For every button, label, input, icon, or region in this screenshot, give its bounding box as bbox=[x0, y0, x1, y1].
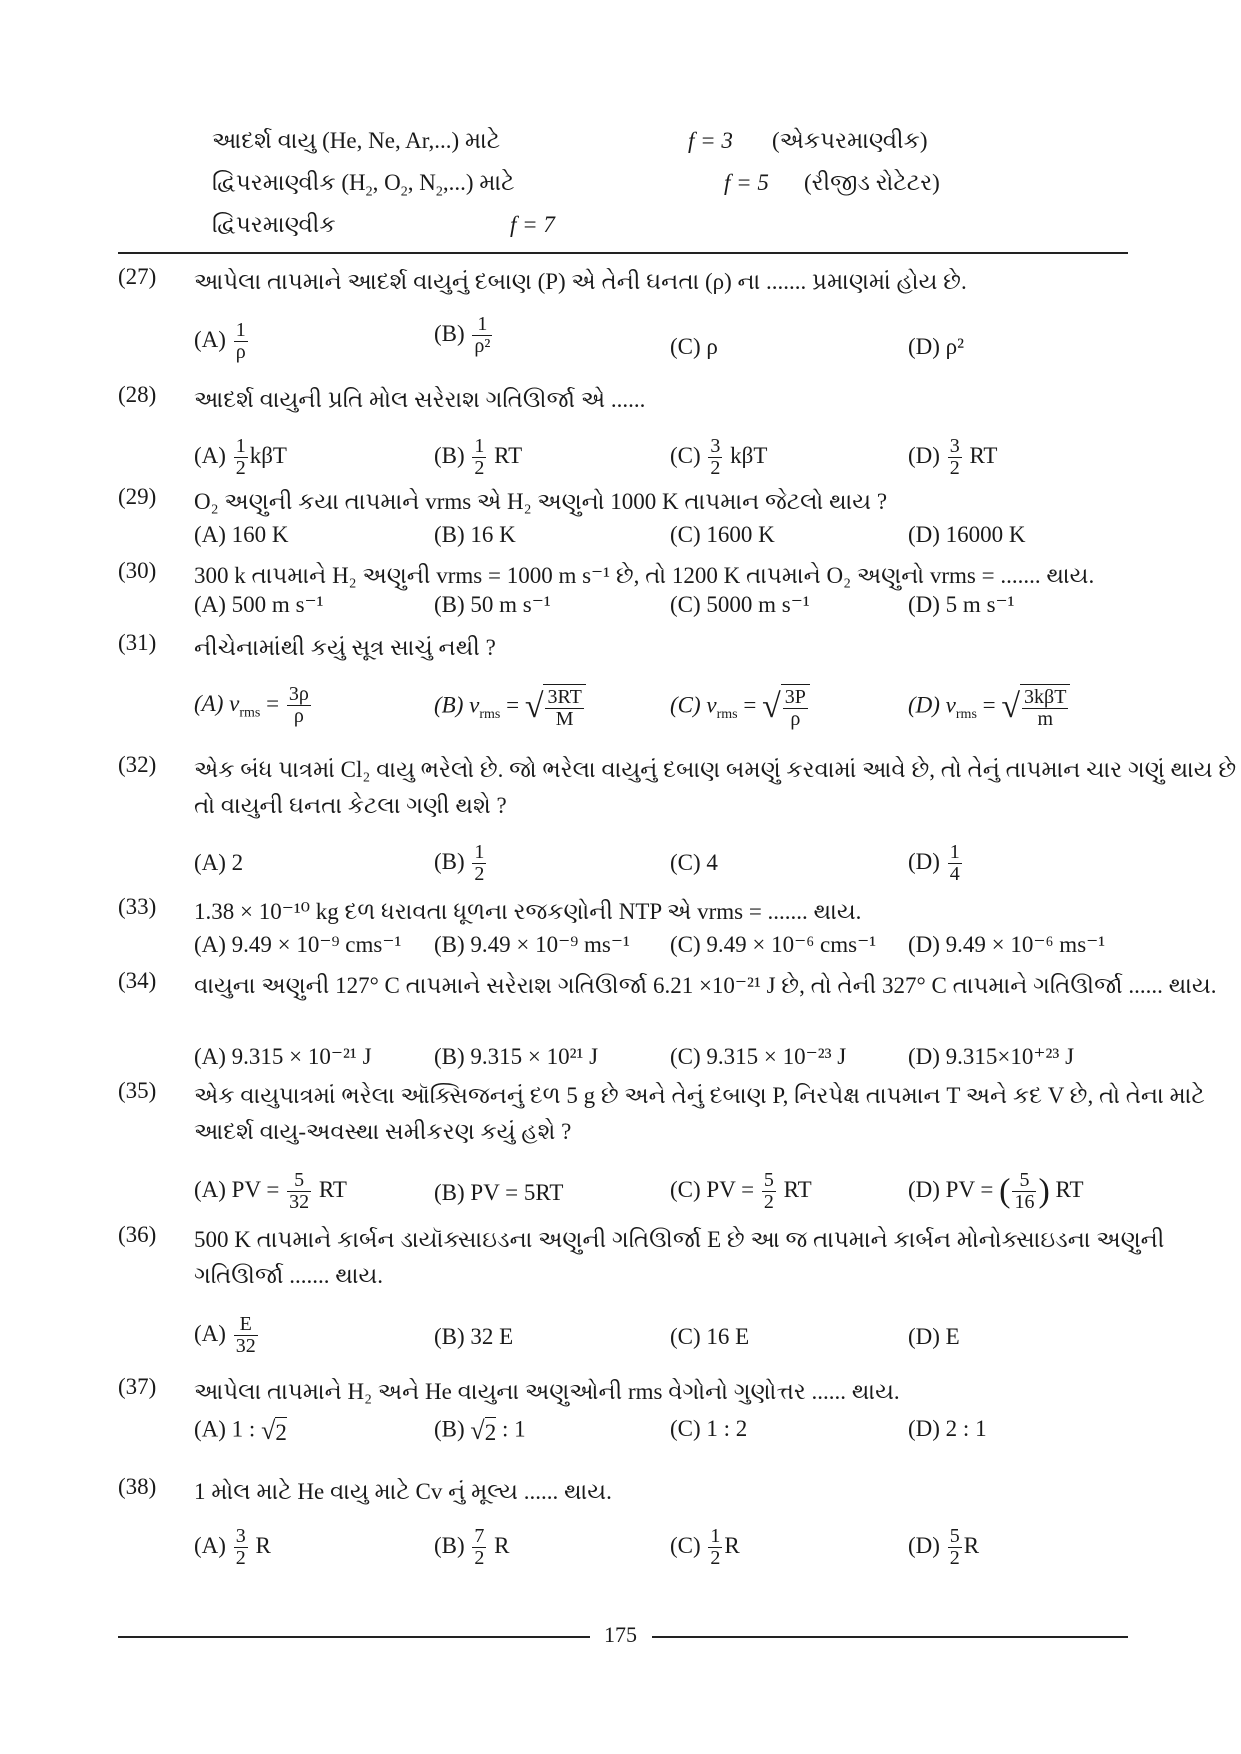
denominator: 2 bbox=[949, 457, 960, 479]
question-text: આપેલા તાપમાને આદર્શ વાયુનું દબાણ (P) એ તેની ઘનતા (ρ) ના ....... પ્રમાણમાં હોય છે. bbox=[194, 269, 967, 294]
question-text: એક વાયુપાત્રમાં ભરેલા ઑક્સિજનનું દળ 5 g છે અને તેનું દબાણ P, નિરપેક્ષ તાપમાન T અને કદ V છે, તો તેના માટે આદર્શ વાયુ-અવસ્થા સમીકરણ કયું હશે ? bbox=[194, 1083, 1205, 1144]
option-c: (C) 9.315 × 10⁻²³ J bbox=[670, 1044, 847, 1069]
question-number: (36) bbox=[118, 1222, 157, 1247]
right-paren: ) bbox=[1038, 1172, 1050, 1210]
intro-line2-sub3: 2 bbox=[435, 184, 443, 200]
option-a bbox=[194, 1526, 271, 1569]
fraction bbox=[1012, 1170, 1036, 1213]
numerator: 7 bbox=[474, 1525, 485, 1547]
fraction bbox=[948, 1526, 962, 1569]
denominator: ρ bbox=[235, 341, 246, 363]
option-c bbox=[670, 1526, 740, 1569]
fraction bbox=[472, 314, 492, 357]
option-b bbox=[434, 1526, 510, 1569]
intro-line2-sub2: 2 bbox=[400, 184, 408, 200]
intro-line2-a: દ્વિપરમાણ્વીક (H bbox=[212, 170, 366, 195]
option-c bbox=[670, 684, 810, 730]
numerator: 1 bbox=[235, 319, 246, 341]
option-c bbox=[670, 1170, 812, 1213]
numerator: 1 bbox=[472, 314, 492, 336]
question-number: (32) bbox=[118, 752, 157, 777]
option-label: (A) bbox=[194, 442, 226, 468]
question-text: O₂ અણુની કયા તાપમાને vrms એ H₂ અણુનો 1000 K તાપમાન જેટલો થાય ? bbox=[194, 489, 888, 514]
option-b bbox=[434, 842, 488, 885]
top-divider bbox=[118, 252, 1128, 254]
fraction bbox=[472, 842, 486, 885]
numerator: 3P bbox=[784, 686, 806, 708]
intro-line2-d: ,...) માટે bbox=[442, 170, 515, 195]
radical-icon: √ bbox=[261, 1416, 276, 1445]
fraction bbox=[545, 687, 583, 730]
intro-line2-b: , O bbox=[372, 170, 401, 195]
square-root bbox=[261, 1416, 287, 1446]
rms-subscript: rms bbox=[716, 706, 738, 722]
options bbox=[194, 314, 1154, 374]
denominator: 4 bbox=[949, 863, 960, 885]
option-b bbox=[434, 436, 522, 479]
option-label: (A) bbox=[194, 326, 226, 352]
option-a bbox=[194, 436, 287, 479]
fraction bbox=[287, 1170, 311, 1213]
fraction bbox=[472, 436, 486, 479]
option-label: (C) PV = bbox=[670, 1176, 755, 1202]
intro-line-1 bbox=[212, 120, 928, 162]
question-text: એક બંધ પાત્રમાં Cl₂ વાયુ ભરેલો છે. જો ભરેલા વાયુનું દબાણ બમણું કરવામાં આવે છે, તો તેનું તાપમાન ચાર ગણું થાય છે તો વાયુની ઘનતા કેટલા ગણી થશે ? bbox=[194, 757, 1237, 818]
equals: = bbox=[982, 692, 996, 718]
square-root bbox=[525, 684, 586, 730]
option-b: (B) PV = 5RT bbox=[434, 1180, 564, 1205]
option-d bbox=[908, 436, 997, 479]
question-text: 1.38 × 10⁻¹⁰ kg દળ ધરાવતા ધૂળના રજકણોની NTP એ vrms = ....... થાય. bbox=[194, 899, 862, 924]
option-a: (A) 160 K bbox=[194, 522, 289, 547]
radical-icon: √ bbox=[1001, 688, 1021, 725]
ratio-tail: : 1 bbox=[501, 1416, 526, 1442]
fraction bbox=[948, 842, 962, 885]
option-label: (D) bbox=[908, 442, 940, 468]
denominator: 2 bbox=[235, 457, 246, 479]
radical-icon: √ bbox=[524, 688, 544, 725]
fraction bbox=[234, 1526, 248, 1569]
option-label: (B) bbox=[434, 848, 465, 874]
option-a: (A) 9.315 × 10⁻²¹ J bbox=[194, 1044, 372, 1069]
rt: RT bbox=[1055, 1176, 1084, 1202]
option-label: (C) v bbox=[670, 692, 717, 718]
option-d bbox=[908, 684, 1070, 730]
numerator: 3 bbox=[235, 1525, 246, 1547]
intro-line3-eq: f = 7 bbox=[510, 212, 555, 237]
option-c: (C) 16 E bbox=[670, 1324, 750, 1349]
option-d bbox=[908, 1526, 979, 1569]
denominator: 2 bbox=[474, 1547, 485, 1569]
option-a: (A) 2 bbox=[194, 850, 244, 875]
denominator: 32 bbox=[235, 1335, 256, 1357]
question-number: (34) bbox=[118, 968, 157, 993]
rt: RT bbox=[494, 442, 523, 468]
options bbox=[194, 684, 1154, 744]
numerator: 5 bbox=[949, 1525, 960, 1547]
numerator: 3RT bbox=[547, 686, 582, 708]
numerator: 3 bbox=[710, 435, 721, 457]
option-label: (A) PV = bbox=[194, 1176, 280, 1202]
option-label: (A) 1 : bbox=[194, 1416, 256, 1442]
option-label: (A) bbox=[194, 1320, 226, 1346]
option-label: (C) bbox=[670, 1532, 701, 1558]
intro-line2-note: (રીજીડ રોટેટર) bbox=[804, 170, 940, 195]
intro-line2-eq: f = 5 bbox=[724, 170, 769, 195]
option-label: (A) v bbox=[194, 690, 240, 716]
option-a bbox=[194, 320, 250, 363]
denominator: 2 bbox=[710, 1547, 721, 1569]
option-b bbox=[434, 1416, 526, 1446]
intro-block bbox=[212, 120, 940, 246]
option-b: (B) 9.315 × 10²¹ J bbox=[434, 1044, 599, 1069]
option-c: (C) 1600 K bbox=[670, 522, 775, 547]
numerator: 3kβT bbox=[1024, 686, 1067, 708]
options bbox=[194, 1416, 1154, 1476]
radicand: 2 bbox=[485, 1417, 497, 1446]
option-b bbox=[434, 684, 586, 730]
option-c bbox=[670, 436, 767, 479]
option-label: (B) bbox=[434, 1532, 465, 1558]
numerator: 1 bbox=[710, 1525, 721, 1547]
option-label: (B) bbox=[434, 320, 465, 346]
options bbox=[194, 1526, 1154, 1586]
denominator: ρ bbox=[790, 708, 801, 730]
option-label: (D) v bbox=[908, 692, 956, 718]
intro-line2-c: , N bbox=[407, 170, 436, 195]
options bbox=[194, 1314, 1154, 1374]
option-c: (C) 9.49 × 10⁻⁶ cms⁻¹ bbox=[670, 932, 877, 957]
r-symbol: R bbox=[963, 1532, 980, 1558]
rms-subscript: rms bbox=[239, 705, 261, 721]
option-b: (B) 9.49 × 10⁻⁹ ms⁻¹ bbox=[434, 932, 630, 957]
option-b bbox=[434, 314, 494, 357]
denominator: 2 bbox=[710, 457, 721, 479]
question-text: આપેલા તાપમાને H₂ અને He વાયુના અણુઓની rms વેગોનો ગુણોત્તર ...... થાય. bbox=[194, 1379, 900, 1404]
denominator: M bbox=[555, 708, 574, 730]
option-label: (B) bbox=[434, 442, 465, 468]
intro-line1-note: (એકપરમાણ્વીક) bbox=[772, 128, 928, 153]
intro-line3-text: દ્વિપરમાણ્વીક bbox=[212, 212, 336, 237]
option-label: (B) v bbox=[434, 692, 480, 718]
option-d bbox=[908, 1170, 1084, 1213]
rms-subscript: rms bbox=[955, 706, 977, 722]
question-text: 500 K તાપમાને કાર્બન ડાયૉક્સાઇડના અણુની ગતિઊર્જા E છે આ જ તાપમાને કાર્બન મોનોક્સાઇડના અણુની ગતિઊર્જા ....... થાય. bbox=[194, 1227, 1165, 1288]
kbt: kβT bbox=[249, 442, 287, 468]
question-number: (38) bbox=[118, 1474, 157, 1499]
denominator: 2 bbox=[474, 863, 485, 885]
denominator: 2 bbox=[949, 1547, 960, 1569]
numerator: 3ρ bbox=[288, 683, 309, 705]
denominator: m bbox=[1037, 708, 1054, 730]
question-number: (37) bbox=[118, 1374, 157, 1399]
option-label: (A) bbox=[194, 1532, 226, 1558]
fraction bbox=[234, 1314, 258, 1357]
option-d: (D) 9.49 × 10⁻⁶ ms⁻¹ bbox=[908, 932, 1106, 957]
fraction bbox=[287, 684, 311, 727]
numerator: E bbox=[234, 1314, 258, 1336]
r-symbol: R bbox=[724, 1532, 740, 1558]
option-label: (D) bbox=[908, 848, 940, 874]
option-a bbox=[194, 1314, 260, 1357]
option-label: (C) bbox=[670, 442, 701, 468]
square-root bbox=[1001, 684, 1070, 730]
option-d bbox=[908, 842, 964, 885]
question-number: (27) bbox=[118, 264, 157, 289]
question-number: (30) bbox=[118, 558, 157, 583]
denominator: 16 bbox=[1014, 1191, 1035, 1213]
square-root bbox=[762, 684, 810, 730]
option-d: (D) 9.315×10⁺²³ J bbox=[908, 1044, 1075, 1069]
r-symbol: R bbox=[255, 1532, 271, 1558]
question-text: નીચેનામાંથી કયું સૂત્ર સાચું નથી ? bbox=[194, 635, 496, 660]
equals: = bbox=[266, 690, 280, 716]
kbt: kβT bbox=[730, 442, 768, 468]
numerator: 1 bbox=[949, 841, 960, 863]
page-number: 175 bbox=[604, 1622, 637, 1647]
fraction bbox=[762, 1170, 776, 1213]
question-number: (31) bbox=[118, 630, 157, 655]
option-d: (D) 2 : 1 bbox=[908, 1416, 987, 1441]
option-c: (C) 1 : 2 bbox=[670, 1416, 748, 1441]
option-b: (B) 16 K bbox=[434, 522, 516, 547]
option-c: (C) ρ bbox=[670, 334, 718, 359]
fraction bbox=[234, 320, 248, 363]
numerator: 5 bbox=[1012, 1170, 1036, 1192]
option-b: (B) 50 m s⁻¹ bbox=[434, 592, 551, 617]
option-label: (D) PV = bbox=[908, 1176, 994, 1202]
option-c: (C) 4 bbox=[670, 850, 718, 875]
intro-line-2 bbox=[212, 162, 940, 204]
question-text: 1 મોલ માટે He વાયુ માટે Cv નું મૂલ્ય ...... થાય. bbox=[194, 1479, 612, 1504]
equals: = bbox=[506, 692, 520, 718]
question-number: (28) bbox=[118, 382, 157, 407]
fraction bbox=[234, 436, 248, 479]
option-c: (C) 5000 m s⁻¹ bbox=[670, 592, 810, 617]
option-a: (A) 500 m s⁻¹ bbox=[194, 592, 324, 617]
radical-icon: √ bbox=[762, 688, 781, 725]
denominator: ρ bbox=[293, 705, 304, 727]
option-a bbox=[194, 1170, 347, 1213]
option-a bbox=[194, 1416, 287, 1446]
option-label: (D) bbox=[908, 1532, 940, 1558]
option-d: (D) 16000 K bbox=[908, 522, 1026, 547]
fraction bbox=[948, 436, 962, 479]
fraction bbox=[783, 687, 808, 730]
fraction bbox=[708, 436, 722, 479]
numerator: 1 bbox=[474, 435, 485, 457]
options bbox=[194, 842, 1154, 902]
option-b: (B) 32 E bbox=[434, 1324, 514, 1349]
numerator: 5 bbox=[287, 1170, 311, 1192]
option-a bbox=[194, 684, 313, 727]
numerator: 1 bbox=[235, 435, 246, 457]
denominator: 2 bbox=[763, 1191, 774, 1213]
denominator: 32 bbox=[289, 1191, 310, 1213]
intro-line1-text: આદર્શ વાયુ (He, Ne, Ar,...) માટે bbox=[212, 128, 501, 153]
question-number: (33) bbox=[118, 894, 157, 919]
question-number: (29) bbox=[118, 484, 157, 509]
option-d: (D) 5 m s⁻¹ bbox=[908, 592, 1015, 617]
numerator: 1 bbox=[474, 841, 485, 863]
rt: RT bbox=[318, 1176, 347, 1202]
denominator: 2 bbox=[235, 1547, 246, 1569]
radical-icon: √ bbox=[470, 1416, 485, 1445]
fraction bbox=[708, 1526, 722, 1569]
square-root bbox=[470, 1416, 496, 1446]
numerator: 5 bbox=[763, 1169, 774, 1191]
intro-line1-eq: f = 3 bbox=[688, 128, 733, 153]
rt: RT bbox=[783, 1176, 812, 1202]
option-d: (D) E bbox=[908, 1324, 960, 1349]
equals: = bbox=[743, 692, 757, 718]
intro-line2-sub1: 2 bbox=[365, 184, 373, 200]
rms-subscript: rms bbox=[479, 706, 501, 722]
intro-line-3 bbox=[212, 204, 555, 246]
denominator: ρ² bbox=[474, 335, 491, 357]
options bbox=[194, 1170, 1154, 1230]
numerator: 3 bbox=[949, 435, 960, 457]
rt: RT bbox=[969, 442, 998, 468]
question-text: 300 k તાપમાને H₂ અણુની vrms = 1000 m s⁻¹ છે, તો 1200 K તાપમાને O₂ અણુનો vrms = ....... થાય. bbox=[194, 563, 1095, 588]
option-a: (A) 9.49 × 10⁻⁹ cms⁻¹ bbox=[194, 932, 402, 957]
question-number: (35) bbox=[118, 1078, 157, 1103]
left-paren: ( bbox=[999, 1172, 1011, 1210]
fraction bbox=[472, 1526, 486, 1569]
r-symbol: R bbox=[494, 1532, 510, 1558]
question-text: વાયુના અણુની 127° C તાપમાને સરેરાશ ગતિઊર્જા 6.21 ×10⁻²¹ J છે, તો તેની 327° C તાપમાને ગતિઊર્જા ...... થાય. bbox=[194, 973, 1217, 998]
radicand: 2 bbox=[275, 1417, 287, 1446]
fraction bbox=[1022, 687, 1068, 730]
question-text: આદર્શ વાયુની પ્રતિ મોલ સરેરાશ ગતિઊર્જા એ ...... bbox=[194, 387, 646, 412]
option-d: (D) ρ² bbox=[908, 334, 965, 359]
option-label: (B) bbox=[434, 1416, 465, 1442]
denominator: 2 bbox=[474, 457, 485, 479]
